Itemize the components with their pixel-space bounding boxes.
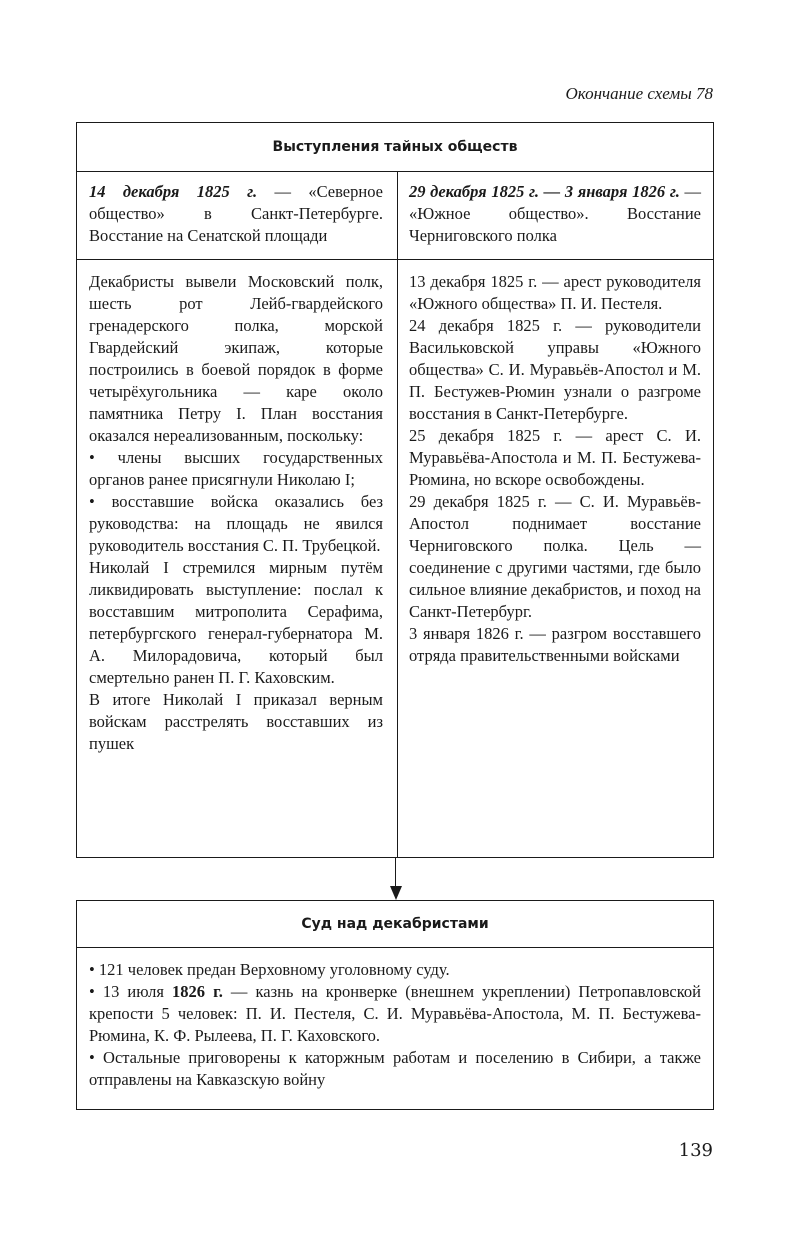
- north-date: 14 декабря 1825 г.: [89, 182, 258, 201]
- north-header: [89, 181, 383, 247]
- trial-details: [89, 959, 701, 1091]
- south-paragraph: 29 декабря 1825 г. — С. И. Муравьёв-Апостол поднимает восстание Черниговского полка. Цель — соединение с другими частями, где было сильное влияние декабристов, и поход на Санкт-Петербург.: [409, 492, 701, 621]
- uprisings-table: [76, 122, 714, 858]
- trial-title: Суд над декабристами: [77, 901, 713, 948]
- trial-item-year: 1826 г.: [172, 982, 223, 1001]
- row-divider: [77, 259, 713, 260]
- south-paragraph: 24 декабря 1825 г. — руководители Васильковской управы «Южного общества» С. И. Муравьёв-Апостол и М. П. Бестужев-Рюмин узнали о разгроме восстания в Санкт-Петербурге.: [409, 316, 701, 423]
- scheme-caption: Окончание схемы 78: [565, 84, 713, 103]
- trial-item: [89, 981, 701, 1047]
- south-summary: — «Южное общество». Восстание Черниговского полка: [409, 182, 702, 245]
- trial-box: [76, 900, 714, 1110]
- column-divider: [397, 171, 398, 857]
- trial-item: • 121 человек предан Верховному уголовному суду.: [89, 960, 450, 979]
- north-paragraph: • члены высших государственных органов ранее присягнули Николаю I;: [89, 448, 383, 489]
- north-summary: — «Северное общество» в Санкт-Петербурге. Восстание на Сенатской площади: [89, 182, 383, 245]
- trial-item: • Остальные приговорены к каторжным работам и поселению в Сибири, а также отправлены на Кавказскую войну: [89, 1048, 701, 1089]
- trial-item-prefix: • 13 июля: [89, 982, 173, 1001]
- north-paragraph: • восставшие войска оказались без руководства: на площадь не явился руководитель восстания С. П. Трубецкой.: [89, 492, 383, 555]
- south-details: [409, 271, 701, 667]
- south-paragraph: 13 декабря 1825 г. — арест руководителя «Южного общества» П. И. Пестеля.: [409, 272, 701, 313]
- south-date: 29 декабря 1825 г. — 3 января 1826 г.: [409, 182, 680, 201]
- page-number: 139: [678, 1140, 713, 1161]
- south-paragraph: 25 декабря 1825 г. — арест С. И. Муравьёва-Апостола и М. П. Бестужева-Рюмина, но вскоре освобождены.: [409, 426, 701, 489]
- trial-item-rest: — казнь на кронверке (внешнем укреплении) Петропавловской крепости 5 человек: П. И. Пестеля, С. И. Муравьёва-Апостола, М. П. Бестужева-Рюмина, К. Ф. Рылеева, П. Г. Каховского.: [89, 982, 702, 1045]
- north-paragraph: В итоге Николай I приказал верным войскам расстрелять восставших из пушек: [89, 690, 383, 753]
- north-paragraph: Декабристы вывели Московский полк, шесть рот Лейб-гвардейского гренадерского полка, морской Гвардейский экипаж, которые построились в боевой порядок в форме четырёхугольника — каре около памятника Петру I. План восстания оказался нереализованным, поскольку:: [89, 272, 383, 445]
- south-paragraph: 3 января 1826 г. — разгром восставшего отряда правительственными войсками: [409, 624, 701, 665]
- north-details: [89, 271, 383, 755]
- flow-arrow-line: [395, 858, 396, 888]
- north-paragraph: Николай I стремился мирным путём ликвидировать выступление: послал к восставшим митрополита Серафима, петербургского генерал-губернатора М. А. Милорадовича, который был смертельно ранен П. Г. Каховским.: [89, 558, 383, 687]
- uprisings-title: Выступления тайных обществ: [77, 123, 713, 172]
- arrow-down-icon: [390, 886, 402, 900]
- south-header: [409, 181, 701, 247]
